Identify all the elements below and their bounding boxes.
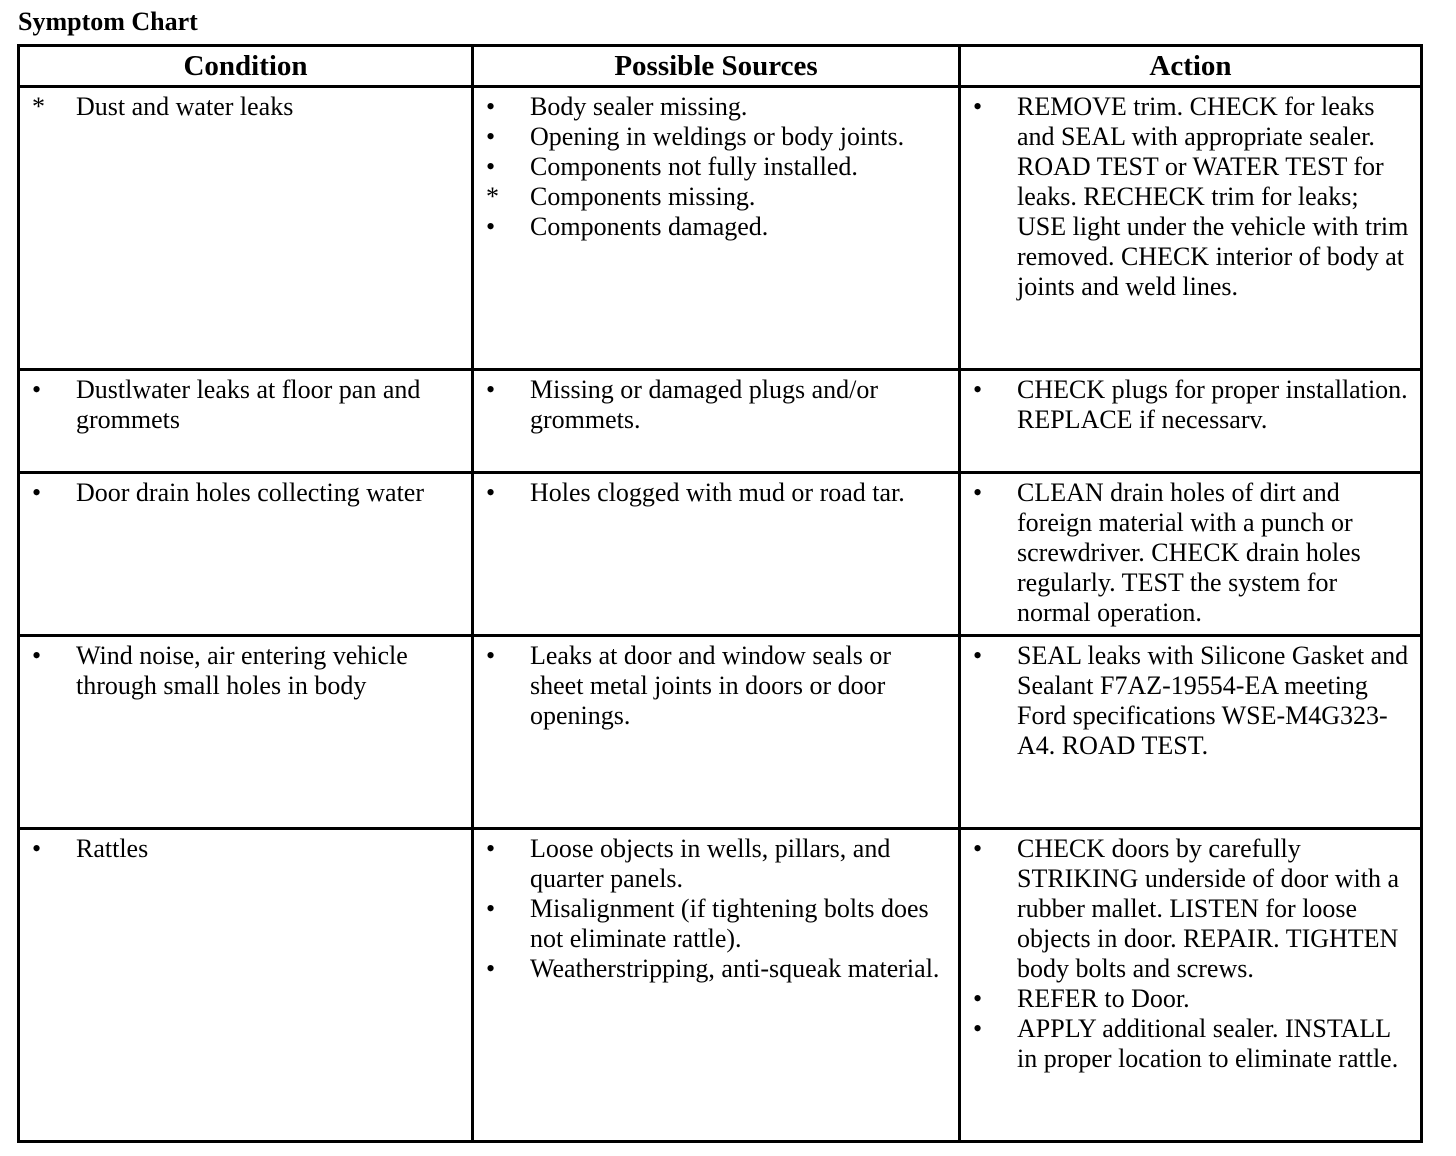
- bullet-marker: •: [32, 478, 42, 507]
- list-item: [969, 478, 1412, 628]
- list-item: [969, 641, 1412, 761]
- list-item: [28, 478, 463, 508]
- bullet-marker: •: [486, 834, 496, 863]
- action-text: REFER to Door.: [1017, 984, 1190, 1013]
- table-row: [19, 370, 1422, 473]
- bullet-marker: •: [973, 478, 983, 507]
- action-text: CHECK doors by carefully STRIKING underside of door with a rubber mallet. LISTEN for loose objects in door. REPAIR. TIGHTEN body bolts and screws.: [1017, 834, 1399, 983]
- list-item: [28, 834, 463, 864]
- bullet-marker: •: [973, 984, 983, 1013]
- list-item: [969, 92, 1412, 302]
- action-cell: [960, 473, 1422, 636]
- list-item: [969, 1014, 1412, 1074]
- list-item: [482, 894, 950, 954]
- list-item: [28, 92, 463, 122]
- bullet-marker: •: [486, 894, 496, 923]
- source-text: Misalignment (if tightening bolts does not eliminate rattle).: [530, 894, 929, 953]
- action-text: APPLY additional sealer. INSTALL in proper location to eliminate rattle.: [1017, 1014, 1399, 1073]
- list-item: [482, 92, 950, 122]
- bullet-marker: •: [32, 641, 42, 670]
- table-row: [19, 829, 1422, 1142]
- list-item: [482, 375, 950, 435]
- list-item: [28, 375, 463, 435]
- sources-cell: [473, 473, 960, 636]
- action-cell: [960, 636, 1422, 829]
- action-cell: [960, 370, 1422, 473]
- list-item: [482, 478, 950, 508]
- source-text: Loose objects in wells, pillars, and quarter panels.: [530, 834, 891, 893]
- list-item: [482, 212, 950, 242]
- asterisk-marker: *: [486, 182, 499, 211]
- list-item: [28, 641, 463, 701]
- condition-text: Dust and water leaks: [76, 92, 294, 121]
- list-item: [969, 375, 1412, 435]
- list-item: [482, 182, 950, 212]
- source-text: Weatherstripping, anti-squeak material.: [530, 954, 940, 983]
- condition-cell: [19, 473, 473, 636]
- source-text: Components missing.: [530, 182, 756, 211]
- header-possible-sources: Possible Sources: [473, 46, 960, 87]
- list-item: [482, 834, 950, 894]
- bullet-marker: •: [486, 641, 496, 670]
- bullet-marker: •: [32, 834, 42, 863]
- condition-cell: [19, 87, 473, 370]
- header-condition: Condition: [19, 46, 473, 87]
- action-cell: [960, 829, 1422, 1142]
- source-text: Holes clogged with mud or road tar.: [530, 478, 905, 507]
- header-action: Action: [960, 46, 1422, 87]
- sources-cell: [473, 636, 960, 829]
- condition-text: Wind noise, air entering vehicle through small holes in body: [76, 641, 408, 700]
- source-text: Components not fully installed.: [530, 152, 858, 181]
- bullet-marker: •: [973, 92, 983, 121]
- source-text: Body sealer missing.: [530, 92, 748, 121]
- bullet-marker: •: [486, 375, 496, 404]
- list-item: [969, 834, 1412, 984]
- sources-cell: [473, 87, 960, 370]
- sources-cell: [473, 370, 960, 473]
- list-item: [969, 984, 1412, 1014]
- list-item: [482, 954, 950, 984]
- condition-text: Door drain holes collecting water: [76, 478, 424, 507]
- header-row: [19, 46, 1422, 87]
- source-text: Missing or damaged plugs and/or grommets.: [530, 375, 879, 434]
- table-row: [19, 473, 1422, 636]
- table-row: [19, 636, 1422, 829]
- source-text: Opening in weldings or body joints.: [530, 122, 905, 151]
- bullet-marker: •: [486, 152, 496, 181]
- condition-cell: [19, 636, 473, 829]
- page-title: Symptom Chart: [18, 7, 198, 36]
- condition-cell: [19, 370, 473, 473]
- bullet-marker: •: [973, 641, 983, 670]
- list-item: [482, 122, 950, 152]
- action-text: REMOVE trim. CHECK for leaks and SEAL with appropriate sealer. ROAD TEST or WATER TEST for leaks. RECHECK trim for leaks; USE light under the vehicle with trim removed. CHECK interior of body at joints and weld lines.: [1017, 92, 1409, 301]
- bullet-marker: •: [973, 1014, 983, 1043]
- bullet-marker: •: [973, 375, 983, 404]
- condition-text: Dustlwater leaks at floor pan and grommets: [76, 375, 421, 434]
- sources-cell: [473, 829, 960, 1142]
- bullet-marker: •: [32, 375, 42, 404]
- condition-cell: [19, 829, 473, 1142]
- asterisk-marker: *: [32, 92, 45, 121]
- bullet-marker: •: [486, 92, 496, 121]
- source-text: Components damaged.: [530, 212, 769, 241]
- action-text: CLEAN drain holes of dirt and foreign material with a punch or screwdriver. CHECK drain holes regularly. TEST the system for normal operation.: [1017, 478, 1361, 627]
- symptom-chart-table: [17, 44, 1423, 1143]
- action-text: CHECK plugs for proper installation. REPLACE if necessarv.: [1017, 375, 1408, 434]
- action-text: SEAL leaks with Silicone Gasket and Sealant F7AZ-19554-EA meeting Ford specifications WSE-M4G323-A4. ROAD TEST.: [1017, 641, 1409, 760]
- table-row: [19, 87, 1422, 370]
- source-text: Leaks at door and window seals or sheet metal joints in doors or door openings.: [530, 641, 892, 730]
- list-item: [482, 641, 950, 731]
- bullet-marker: •: [486, 212, 496, 241]
- bullet-marker: •: [486, 122, 496, 151]
- bullet-marker: •: [486, 954, 496, 983]
- list-item: [482, 152, 950, 182]
- bullet-marker: •: [486, 478, 496, 507]
- condition-text: Rattles: [76, 834, 149, 863]
- action-cell: [960, 87, 1422, 370]
- bullet-marker: •: [973, 834, 983, 863]
